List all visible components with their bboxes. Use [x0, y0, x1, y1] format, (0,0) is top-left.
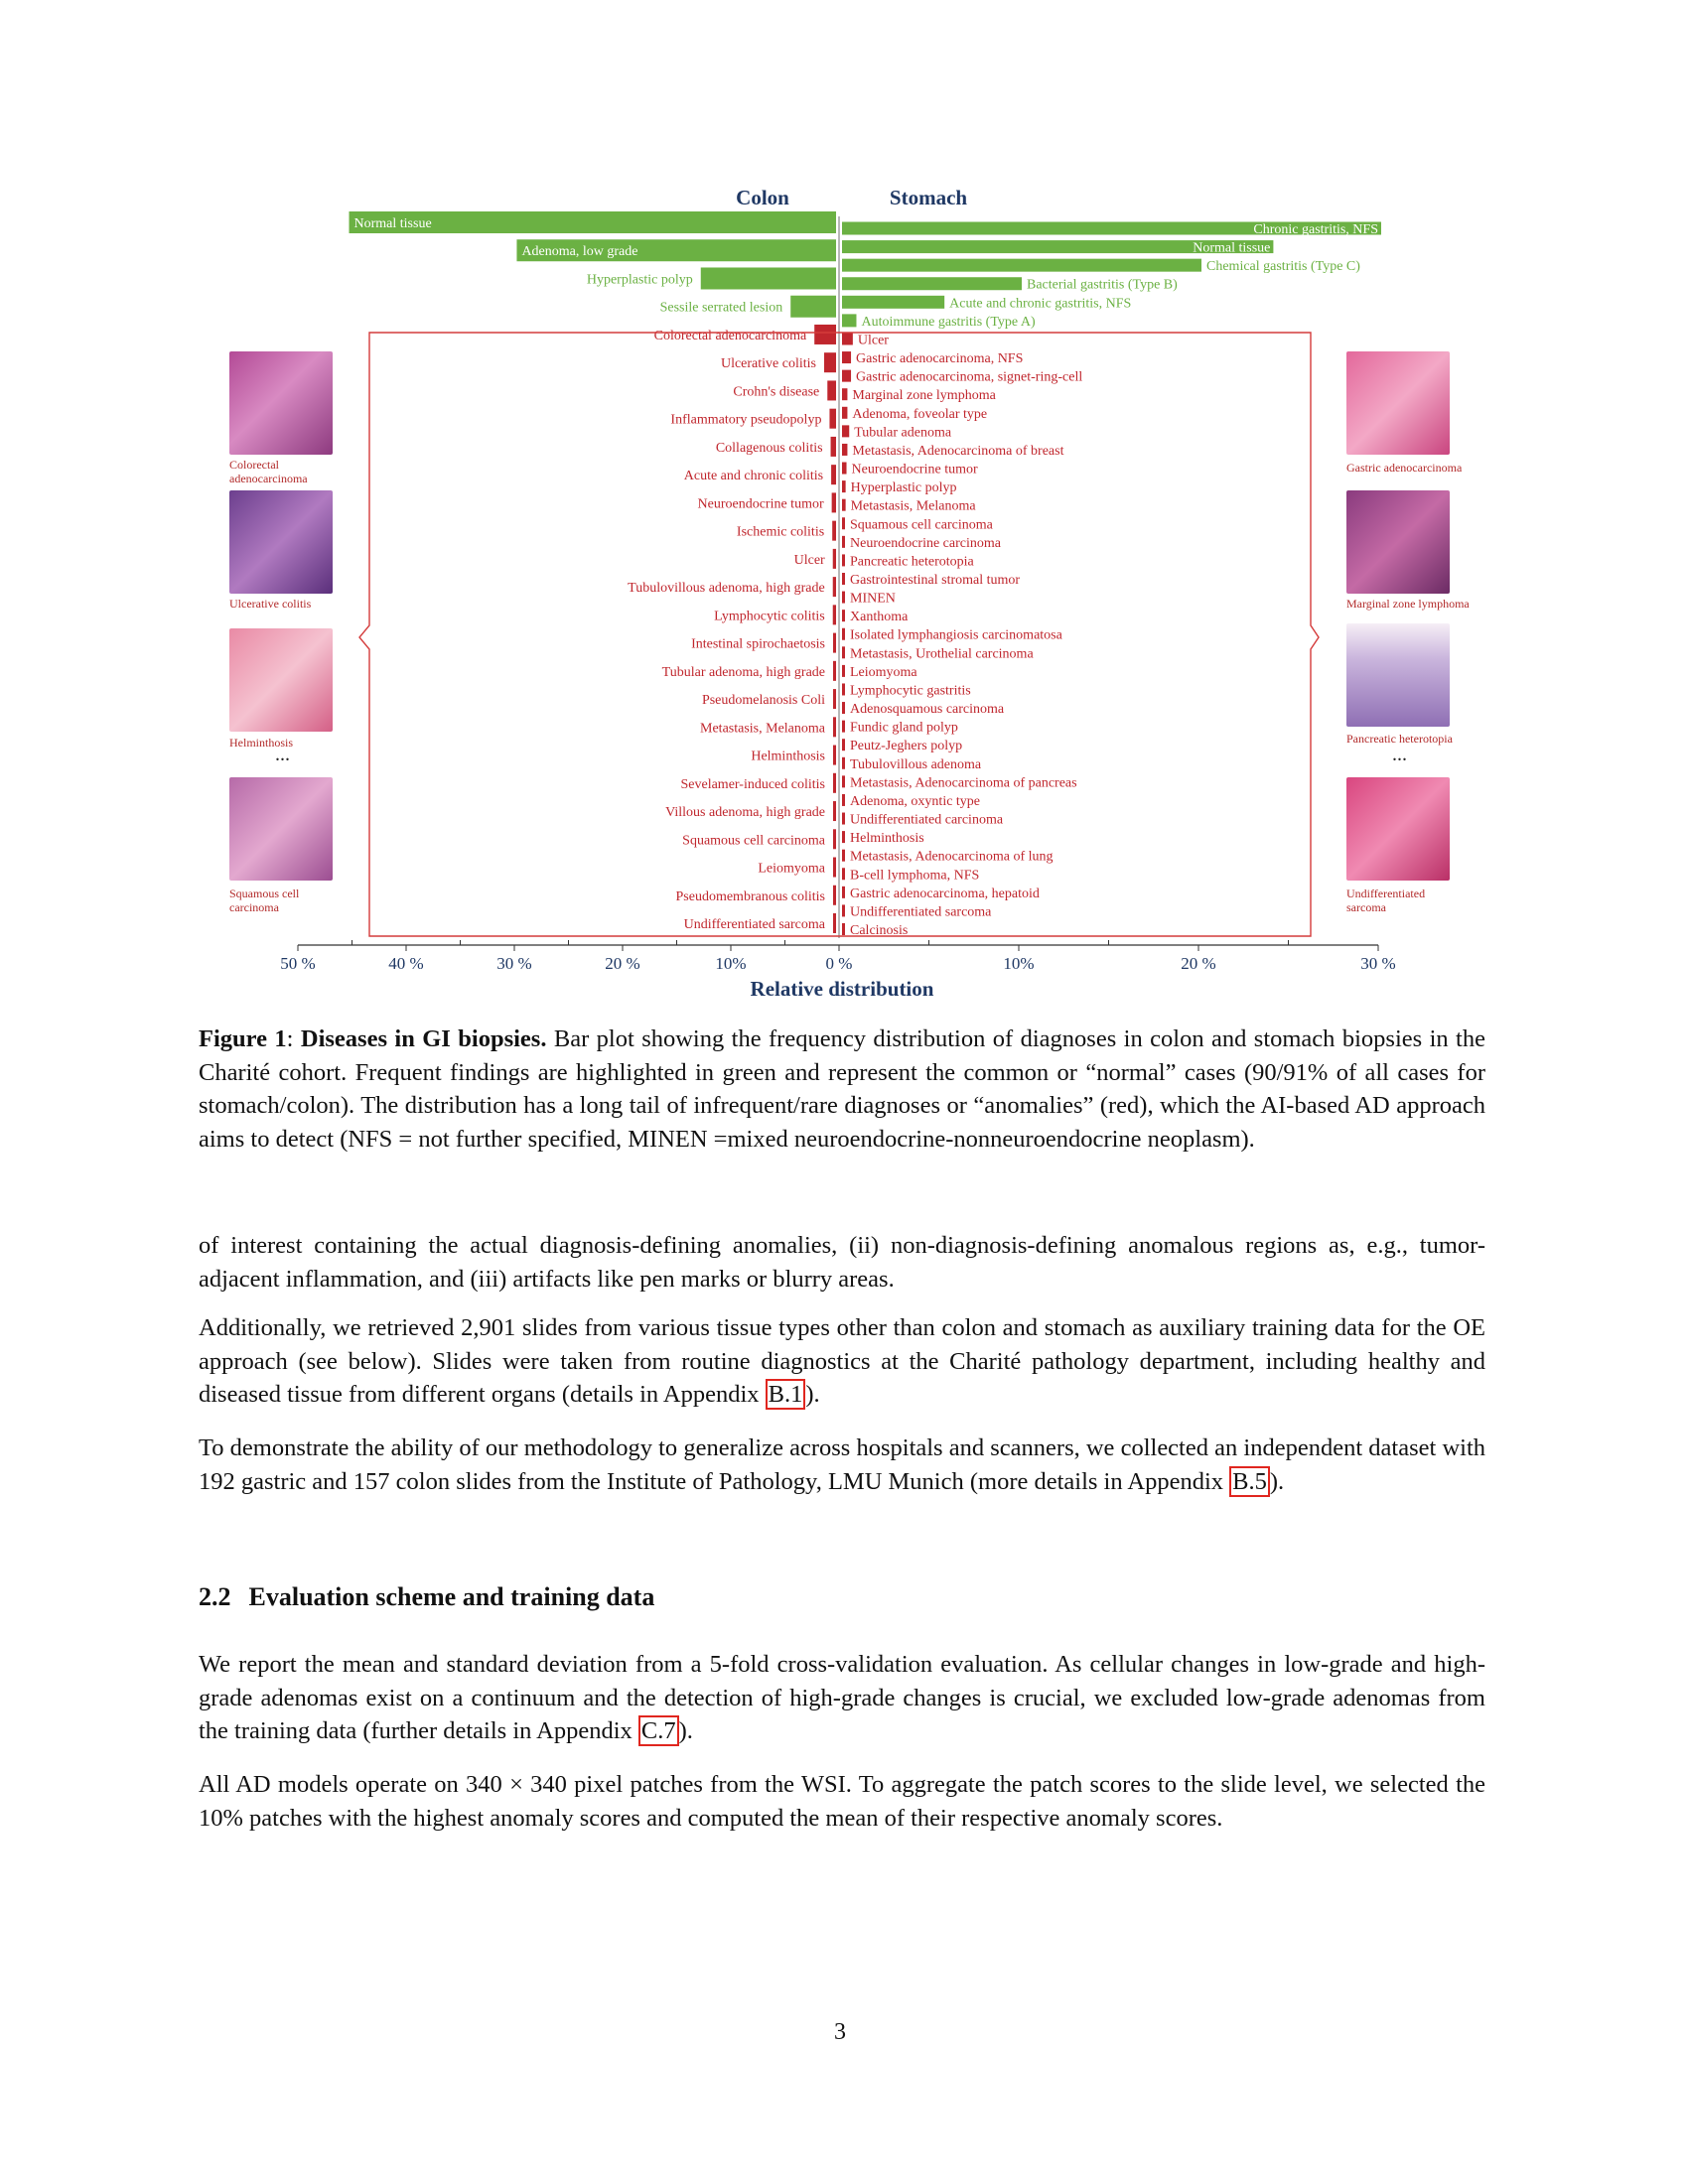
colon-bar-label: Tubulovillous adenoma, high grade	[628, 581, 825, 597]
stomach-bar-adenoma-oxyntic-type	[842, 794, 845, 806]
colon-bar-label: Intestinal spirochaetosis	[691, 636, 825, 652]
stomach-bar-tubulovillous-adenoma	[842, 757, 845, 769]
colon-bar-lymphocytic-colitis	[833, 605, 836, 624]
thumbnail-marginal-zone-lymphoma	[1346, 490, 1450, 594]
x-tick-label: 30 %	[496, 954, 532, 973]
stomach-bar-neuroendocrine-tumor	[842, 463, 847, 475]
stomach-bar-label: Gastric adenocarcinoma, NFS	[856, 351, 1024, 367]
colon-bar-label: Inflammatory pseudopolyp	[670, 412, 822, 428]
stomach-bar-hyperplastic-polyp	[842, 480, 846, 492]
stomach-bar-label: Hyperplastic polyp	[850, 480, 957, 496]
stomach-bar-label: Neuroendocrine carcinoma	[850, 535, 1001, 551]
body-paragraph	[199, 1432, 1485, 1498]
colon-bar-ulcer	[833, 549, 836, 569]
colon-bar-undifferentiated-sarcoma	[833, 913, 836, 933]
stomach-bar-marginal-zone-lymphoma	[842, 388, 847, 400]
thumbnail-caption: Ulcerative colitis	[229, 597, 312, 611]
colon-bar-label: Pseudomelanosis Coli	[701, 693, 825, 709]
colon-bar-label: Pseudomembranous colitis	[675, 888, 825, 904]
paragraph-text: ).	[805, 1381, 820, 1408]
stomach-bar-label: Gastrointestinal stromal tumor	[850, 573, 1021, 588]
colon-bar-label: Villous adenoma, high grade	[665, 805, 825, 821]
stomach-bar-label: B-cell lymphoma, NFS	[850, 868, 980, 884]
stomach-bar-label: Lymphocytic gastritis	[850, 683, 971, 699]
stomach-bar-bacterial-gastritis-type-b	[842, 277, 1022, 290]
stomach-bar-gastrointestinal-stromal-tumor	[842, 573, 845, 585]
thumbnail-caption: Gastric adenocarcinoma	[1346, 461, 1463, 475]
colon-bar-label: Adenoma, low grade	[521, 244, 638, 260]
thumbnail-caption: Pancreatic heterotopia	[1346, 732, 1453, 746]
stomach-bar-label: Xanthoma	[850, 610, 909, 625]
colon-bar-pseudomelanosis-coli	[833, 689, 836, 709]
body-paragraph	[199, 1311, 1485, 1412]
stomach-bar-gastric-adenocarcinoma-nfs	[842, 351, 851, 363]
colon-bar-label: Crohn's disease	[733, 384, 820, 400]
colon-bar-hyperplastic-polyp	[701, 267, 836, 289]
thumbnail-caption: Undifferentiated sarcoma	[1346, 887, 1426, 914]
stomach-bar-label: Metastasis, Adenocarcinoma of pancreas	[850, 775, 1077, 791]
figure-caption-text: Bar plot showing the frequency distribution of diagnoses in colon and stomach biopsies in the Charité cohort. Frequent findings are highlighted in green and represent the common or “normal” cases (90/91% of all cases for stomach/colon). The distribution has a long tail of infrequent/rare diagnoses or “anomalies” (red), which the AI-based AD approach aims to detect (NFS = not further specified, MINEN =mixed neuroendocrine-nonneuroendocrine neoplasm).	[199, 1025, 1485, 1153]
paragraph-text: ).	[1269, 1467, 1285, 1495]
stomach-bar-label: Chemical gastritis (Type C)	[1206, 259, 1360, 275]
colon-bar-tubulovillous-adenoma-high-grade	[833, 577, 836, 597]
stomach-bar-minen	[842, 592, 845, 604]
stomach-bar-adenoma-foveolar-type	[842, 407, 847, 419]
stomach-bar-undifferentiated-carcinoma	[842, 813, 845, 825]
stomach-bar-peutz-jeghers-polyp	[842, 739, 845, 751]
paragraph-text: Additionally, we retrieved 2,901 slides from various tissue types other than colon and stomach as auxiliary training data for the OE approach (see below). Slides were taken from routine diagnostics at the Charité pathology department, including healthy and diseased tissue from different organs (details in Appendix	[199, 1314, 1485, 1408]
colon-bar-ulcerative-colitis	[824, 352, 836, 372]
colon-bar-label: Ischemic colitis	[736, 524, 825, 540]
x-tick-label: 10%	[1003, 954, 1035, 973]
thumbnail-undifferentiated-sarcoma	[1346, 777, 1450, 881]
stomach-bar-neuroendocrine-carcinoma	[842, 536, 845, 548]
colon-bar-label: Ulcerative colitis	[720, 356, 817, 372]
colon-bar-label: Leiomyoma	[758, 861, 825, 877]
stomach-title: Stomach	[889, 186, 968, 209]
stomach-bar-metastasis-adenocarcinoma-of-breast	[842, 444, 847, 456]
stomach-bar-label: Gastric adenocarcinoma, signet-ring-cell	[856, 369, 1083, 385]
stomach-bar-label: Calcinosis	[850, 923, 909, 938]
page-number: 3	[834, 2019, 846, 2045]
stomach-bar-autoimmune-gastritis-type-a	[842, 314, 856, 327]
colon-bar-neuroendocrine-tumor	[832, 492, 836, 512]
stomach-bar-label: Adenosquamous carcinoma	[850, 702, 1005, 718]
stomach-bar-lymphocytic-gastritis	[842, 683, 845, 695]
colon-bar-label: Squamous cell carcinoma	[682, 833, 825, 849]
stomach-bar-pancreatic-heterotopia	[842, 554, 845, 566]
appendix-link[interactable]: B.5	[1229, 1466, 1270, 1497]
stomach-bar-isolated-lymphangiosis-carcinomatosa	[842, 628, 845, 640]
colon-bar-label: Hyperplastic polyp	[586, 272, 693, 288]
thumbnail-pancreatic-heterotopia	[1346, 623, 1450, 727]
colon-bar-sevelamer-induced-colitis	[833, 773, 836, 793]
thumbnail-helminthosis	[229, 628, 333, 732]
colon-bar-inflammatory-pseudopolyp	[829, 409, 836, 429]
section-heading	[199, 1582, 672, 1612]
colon-bar-label: Ulcer	[793, 552, 825, 568]
stomach-bar-leiomyoma	[842, 665, 845, 677]
x-tick-label: 10%	[715, 954, 747, 973]
stomach-bar-label: Peutz-Jeghers polyp	[850, 739, 963, 754]
stomach-bar-label: Squamous cell carcinoma	[850, 517, 993, 533]
colon-bar-label: Collagenous colitis	[715, 440, 823, 456]
colon-bars	[350, 211, 837, 933]
stomach-bar-undifferentiated-sarcoma	[842, 904, 845, 916]
stomach-bar-label: Ulcer	[857, 333, 889, 348]
colon-bar-tubular-adenoma-high-grade	[833, 661, 836, 681]
stomach-bar-label: Acute and chronic gastritis, NFS	[949, 296, 1132, 312]
paragraph-text: We report the mean and standard deviation from a 5-fold cross-validation evaluation. As cellular changes in low-grade and high-grade adenomas exist on a continuum and the detection of high-grade changes is crucial, we excluded low-grade adenomas from the training data (further details in Appendix	[199, 1651, 1485, 1744]
stomach-bar-calcinosis	[842, 923, 845, 935]
stomach-bar-label: Helminthosis	[850, 831, 924, 847]
colon-bar-label: Colorectal adenocarcinoma	[653, 328, 807, 343]
thumbnail-squamous-cell-carcinoma	[229, 777, 333, 881]
body-paragraph	[199, 1648, 1485, 1748]
thumbnail-caption: Colorectal adenocarcinoma	[229, 458, 308, 485]
body-paragraph: of interest containing the actual diagnosis-defining anomalies, (ii) non-diagnosis-defining anomalous regions as, e.g., tumor-adjacent inflammation, and (iii) artifacts like pen marks or blurry areas.	[199, 1232, 1485, 1293]
thumbnail-caption: Helminthosis	[229, 736, 294, 750]
stomach-bar-fundic-gland-polyp	[842, 721, 845, 733]
colon-bar-label: Lymphocytic colitis	[714, 609, 825, 624]
colon-bar-label: Neuroendocrine tumor	[697, 496, 824, 512]
colon-bar-label: Helminthosis	[751, 749, 825, 764]
colon-title: Colon	[736, 186, 789, 209]
figure-title: Diseases in GI biopsies.	[300, 1025, 547, 1052]
stomach-bar-label: Neuroendocrine tumor	[851, 462, 978, 478]
figure-label: Figure 1	[199, 1025, 287, 1052]
colon-bar-squamous-cell-carcinoma	[833, 829, 836, 849]
colon-bar-pseudomembranous-colitis	[833, 886, 836, 905]
stomach-bar-label: Isolated lymphangiosis carcinomatosa	[850, 627, 1062, 643]
stomach-bar-xanthoma	[842, 610, 845, 621]
stomach-bar-adenosquamous-carcinoma	[842, 702, 845, 714]
stomach-bar-label: Pancreatic heterotopia	[850, 554, 974, 570]
stomach-bar-label: Adenoma, foveolar type	[852, 406, 988, 422]
stomach-bar-label: Autoimmune gastritis (Type A)	[861, 314, 1036, 330]
stomach-bar-label: Tubular adenoma	[854, 425, 952, 441]
colon-bar-label: Metastasis, Melanoma	[700, 721, 825, 737]
stomach-bar-acute-and-chronic-gastritis-nfs	[842, 296, 944, 309]
stomach-bar-metastasis-melanoma	[842, 499, 846, 511]
thumbnail-ulcerative-colitis	[229, 490, 333, 594]
stomach-bar-label: Tubulovillous adenoma	[850, 756, 982, 772]
stomach-bar-label: Undifferentiated carcinoma	[850, 812, 1004, 828]
stomach-bar-label: Undifferentiated sarcoma	[850, 904, 992, 920]
x-tick-label: 20 %	[1181, 954, 1216, 973]
colon-bar-colorectal-adenocarcinoma	[814, 325, 836, 344]
x-tick-label: 0 %	[825, 954, 853, 973]
colon-bar-label: Sessile serrated lesion	[659, 300, 783, 316]
figure-caption: Figure 1: Diseases in GI biopsies. Bar plot showing the frequency distribution of diagnoses in colon and stomach biopsies in the Charité cohort. Frequent findings are highlighted in green and represent the common or “normal” cases (90/91% of all cases for stomach/colon). The distribution has a long tail of infrequent/rare diagnoses or “anomalies” (red), which the AI-based AD approach aims to detect (NFS = not further specified, MINEN =mixed neuroendocrine-nonneuroendocrine neoplasm).	[199, 1025, 1485, 1153]
stomach-bar-b-cell-lymphoma-nfs	[842, 868, 845, 880]
stomach-bar-metastasis-adenocarcinoma-of-lung	[842, 850, 845, 862]
colon-bar-label: Normal tissue	[353, 216, 432, 231]
stomach-bar-squamous-cell-carcinoma	[842, 517, 845, 529]
stomach-bar-gastric-adenocarcinoma-hepatoid	[842, 887, 845, 898]
stomach-bar-label: Marginal zone lymphoma	[852, 388, 996, 404]
colon-bar-label: Undifferentiated sarcoma	[683, 917, 825, 932]
x-tick-label: 40 %	[388, 954, 424, 973]
colon-bar-metastasis-melanoma	[833, 717, 836, 737]
stomach-bar-ulcer	[842, 333, 853, 344]
paragraph-text: ).	[678, 1717, 693, 1744]
stomach-bar-label: Leiomyoma	[850, 664, 917, 680]
colon-bar-collagenous-colitis	[831, 437, 836, 457]
colon-bar-ischemic-colitis	[832, 521, 836, 541]
stomach-bar-label: MINEN	[850, 591, 896, 607]
ellipsis: ...	[1392, 744, 1407, 765]
colon-bar-label: Tubular adenoma, high grade	[661, 664, 825, 680]
colon-bar-helminthosis	[833, 746, 836, 765]
colon-bar-leiomyoma	[833, 858, 836, 878]
stomach-bar-label: Metastasis, Melanoma	[850, 498, 976, 514]
body-paragraph: All AD models operate on 340 × 340 pixel patches from the WSI. To aggregate the patch scores to the slide level, we selected the 10% patches with the highest anomaly scores and computed the mean of their respective anomaly scores.	[199, 1771, 1485, 1832]
thumbnail-colorectal-adenocarcinoma	[229, 351, 333, 455]
x-axis	[280, 940, 1395, 973]
colon-bar-intestinal-spirochaetosis	[833, 633, 836, 653]
stomach-bar-helminthosis	[842, 831, 845, 843]
colon-bar-label: Acute and chronic colitis	[683, 469, 824, 484]
colon-bar-villous-adenoma-high-grade	[833, 801, 836, 821]
thumbnail-gastric-adenocarcinoma	[1346, 351, 1450, 455]
stomach-bar-label: Gastric adenocarcinoma, hepatoid	[850, 886, 1040, 901]
appendix-link[interactable]: B.1	[766, 1379, 806, 1410]
thumbnail-caption: Squamous cell carcinoma	[229, 887, 300, 914]
colon-bar-acute-and-chronic-colitis	[831, 465, 836, 484]
colon-bar-label: Sevelamer-induced colitis	[680, 776, 825, 792]
colon-bar-crohn-s-disease	[827, 380, 836, 400]
stomach-bar-metastasis-adenocarcinoma-of-pancreas	[842, 775, 845, 787]
stomach-bar-label: Bacterial gastritis (Type B)	[1027, 277, 1178, 293]
x-axis-label: Relative distribution	[750, 977, 934, 1001]
stomach-bar-label: Normal tissue	[1193, 240, 1271, 256]
stomach-bars	[842, 222, 1381, 939]
stomach-bar-chemical-gastritis-type-c	[842, 259, 1201, 272]
stomach-bar-label: Metastasis, Adenocarcinoma of lung	[850, 849, 1054, 865]
thumbnail-caption: Marginal zone lymphoma	[1346, 597, 1470, 611]
section-title: Evaluation scheme and training data	[248, 1582, 655, 1611]
stomach-bar-label: Metastasis, Adenocarcinoma of breast	[852, 443, 1064, 459]
ellipsis: ...	[275, 744, 290, 765]
stomach-bar-label: Adenoma, oxyntic type	[850, 793, 981, 809]
stomach-bar-label: Fundic gland polyp	[850, 720, 958, 736]
stomach-bar-tubular-adenoma	[842, 425, 849, 437]
stomach-bar-gastric-adenocarcinoma-signet-ring-cell	[842, 370, 851, 382]
stomach-bar-label: Chronic gastritis, NFS	[1253, 222, 1378, 237]
paragraph-text: To demonstrate the ability of our methodology to generalize across hospitals and scanners, we collected an independent dataset with 192 gastric and 157 colon slides from the Institute of Pathology, LMU Munich (more details in Appendix	[199, 1434, 1485, 1495]
x-tick-label: 30 %	[1360, 954, 1396, 973]
appendix-link[interactable]: C.7	[638, 1715, 679, 1746]
stomach-bar-metastasis-urothelial-carcinoma	[842, 646, 845, 658]
x-tick-label: 50 %	[280, 954, 316, 973]
x-tick-label: 20 %	[605, 954, 640, 973]
colon-bar-sessile-serrated-lesion	[790, 296, 836, 318]
stomach-bar-label: Metastasis, Urothelial carcinoma	[850, 646, 1034, 662]
section-number: 2.2	[199, 1582, 231, 1611]
